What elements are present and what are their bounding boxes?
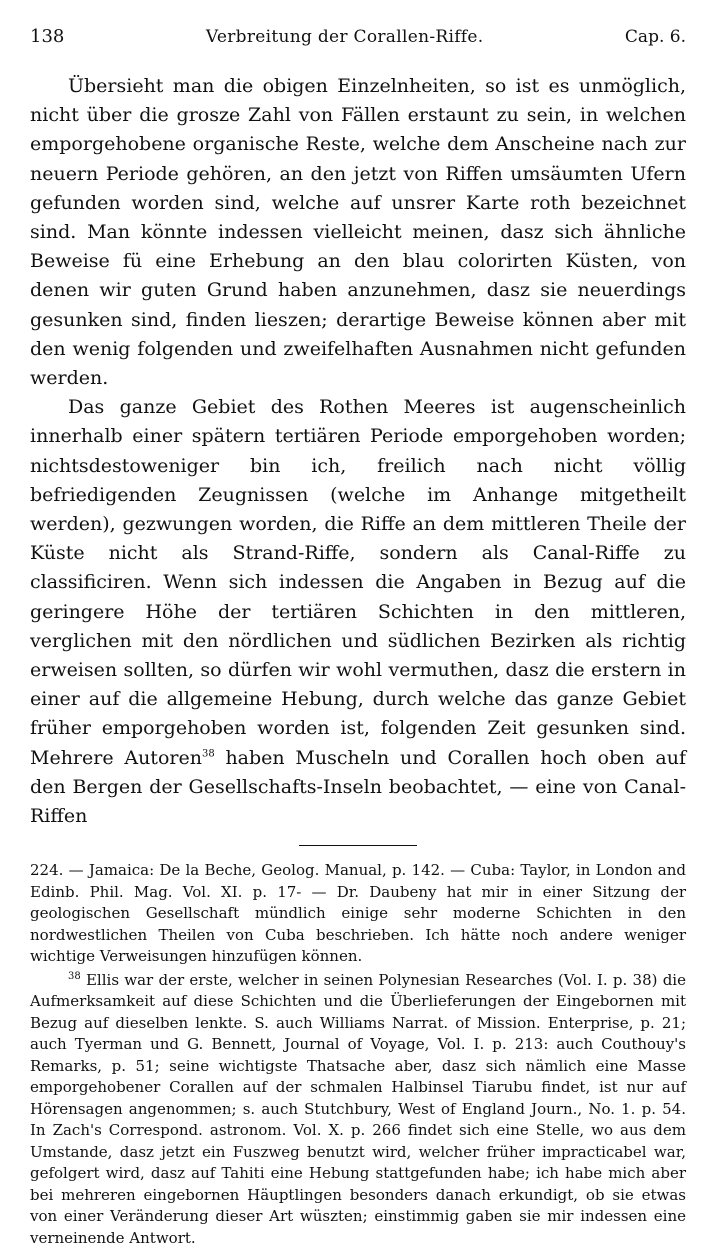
footnotes <box>30 860 686 1249</box>
page-number: 138 <box>30 26 65 47</box>
paragraph <box>30 393 686 831</box>
page-header <box>30 26 686 56</box>
footnote-text: Ellis war der erste, welcher in seinen Polynesian Researches (Vol. I. p. 38) die Aufmerksamkeit auf diese Schichten und die Überlieferungen der Eingebornen mit Bezug auf dieselben lenkte. S. auch Williams Narrat. of Mission. Enterprise, p. 21; auch Tyerman und G. Bennett, Journal of Voyage, Vol. I. p. 213: auch Couthouy's Remarks, p. 51; seine wichtigste Thatsache aber, dasz sich nämlich eine Masse emporgehobener Corallen auf der schmalen Halbinsel Tiarubu findet, ist nur auf Hörensagen angenommen; s. auch Stutchbury, West of England Journ., No. 1. p. 54. In Zach's Correspond. astronom. Vol. X. p. 266 findet sich eine Stelle, wo aus dem Umstande, dasz jetzt ein Fuszweg benutzt wird, welcher früher impracticabel war, gefolgert wird, dasz auf Tahiti eine Hebung stattgefunden habe; ich habe mich aber bei mehreren eingebornen Häuptlingen besonders danach erkundigt, ob sie etwas von einer Veränderung dieser Art wüszten; einstimmig gaben sie mir indessen eine verneinende Antwort. <box>30 970 686 1247</box>
body-text <box>30 72 686 831</box>
paragraph-text: Das ganze Gebiet des Rothen Meeres ist augenscheinlich innerhalb einer spätern tertiären Periode emporgehoben worden; nichtsdestoweniger bin ich, freilich nach nicht völlig befriedigenden Zeugnissen (welche im Anhange mitgetheilt werden), gezwungen worden, die Riffe an dem mittleren Theile der Küste nicht als Strand-Riffe, sondern als Canal-Riffe zu classificiren. Wenn sich indessen die Angaben in Bezug auf die geringere Höhe der tertiären Schichten in den mittleren, verglichen mit den nördlichen und südlichen Bezirken als richtig erweisen sollten, so dürfen wir wohl vermuthen, dasz die erstern in einer auf die allgemeine Hebung, durch welche das ganze Gebiet früher emporgehoben worden ist, folgenden Zeit gesunken sind. Mehrere Autoren <box>30 396 686 769</box>
footnote-divider <box>299 845 417 846</box>
running-title: Verbreitung der Corallen-Riffe. <box>205 27 484 47</box>
chapter-label: Cap. 6. <box>624 27 686 47</box>
footnote-continued: 224. — Jamaica: De la Beche, Geolog. Manual, p. 142. — Cuba: Taylor, in London and Edinb. Phil. Mag. Vol. XI. p. 17- — Dr. Daubeny hat mir in einer Sitzung der geologischen Gesellschaft mündlich einige sehr moderne Schichten in den nordwestlichen Theilen von Cuba beschrieben. Ich hätte noch andere weniger wichtige Verweisungen hinzufügen können. <box>30 861 686 966</box>
footnote-reference[interactable]: 38 <box>201 748 215 760</box>
footnote-38 <box>30 970 686 1249</box>
paragraph-text: haben Muscheln und Corallen hoch oben auf den Bergen der Gesellschafts-Inseln beobachtet, — eine von Canal-Riffen <box>30 746 686 828</box>
paragraph: Übersieht man die obigen Einzelnheiten, so ist es unmöglich, nicht über die grosze Zahl von Fällen erstaunt zu sein, in welchen emporgehobene organische Reste, welche dem Anscheine nach zur neuern Periode gehören, an den jetzt von Riffen umsäumten Ufern gefunden worden sind, welche auf unsrer Karte roth bezeichnet sind. Man könnte indessen vielleicht meinen, dasz sich ähnliche Beweise fü eine Erhebung an den blau colorirten Küsten, von denen wir guten Grund haben anzunehmen, dasz sie neuerdings gesunken sind, finden lieszen; derartige Beweise können aber mit den wenig folgenden und zweifelhaften Ausnahmen nicht gefunden werden. <box>30 75 686 390</box>
book-page <box>30 26 686 1249</box>
footnote-marker: 38 <box>68 970 81 982</box>
